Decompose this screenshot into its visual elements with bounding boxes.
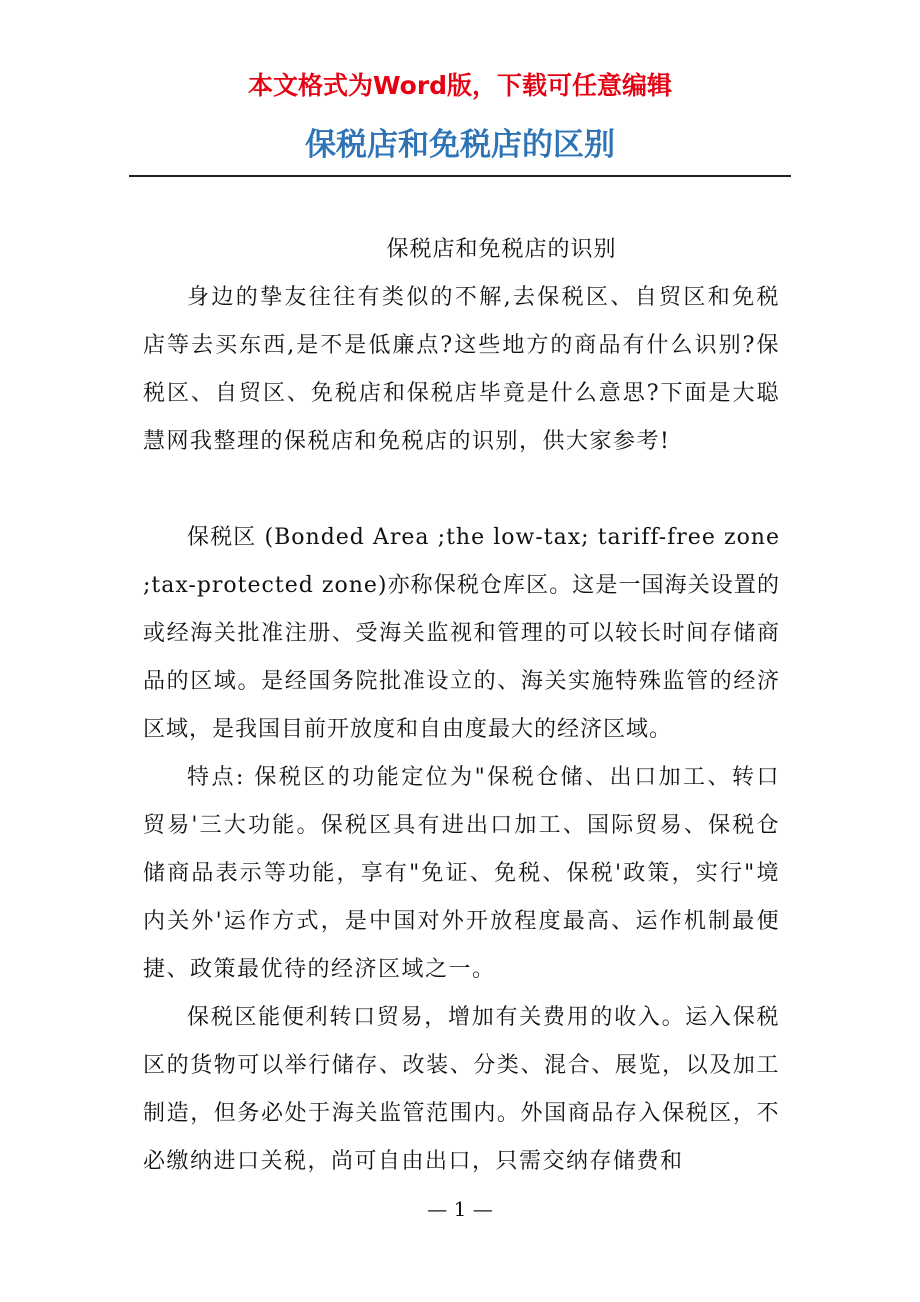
paragraph-bonded-area-features: 特点: 保税区的功能定位为"保税仓储、出口加工、转口贸易'三大功能。保税区具有进出口加工、国际贸易、保税仓储商品表示等功能，享有"免证、免税、保税'政策，实行"境内关外'运作方式，是中国对外开放程度最高、运作机制最便捷、政策最优待的经济区域之一。 <box>143 765 780 982</box>
paragraph-intro: 身边的挚友往往有类似的不解,去保税区、自贸区和免税店等去买东西,是不是低廉点?这些地方的商品有什么识别?保税区、自贸区、免税店和保税店毕竟是什么意思?下面是大聪慧网我整理的保税店和免税店的识别，供大家参考! <box>143 285 780 454</box>
paragraph-bonded-area-definition: 保税区 (Bonded Area ;the low-tax; tariff-free zone ;tax-protected zone)亦称保税仓库区。这是一国海关设置的或经海关批准注册、受海关监视和管理的可以较长时间存储商品的区域。是经国务院批准设立的、海关实施特殊监管的经济区域，是我国目前开放度和自由度最大的经济区域。 <box>143 525 780 742</box>
section-subtitle: 保税店和免税店的识别 <box>386 237 617 262</box>
format-notice-banner: 本文格式为Word版，下载可任意编辑 <box>247 71 673 100</box>
document-body <box>143 226 780 1186</box>
paragraph-spacer <box>143 466 780 514</box>
page-number: — 1 — <box>427 1197 493 1221</box>
paragraph-bonded-area-trade: 保税区能便利转口贸易，增加有关费用的收入。运入保税区的货物可以举行储存、改装、分类、混合、展览，以及加工制造，但务必处于海关监管范围内。外国商品存入保税区，不必缴纳进口关税，尚可自由出口，只需交纳存储费和 <box>143 1005 780 1174</box>
title-divider <box>129 175 791 177</box>
document-title: 保税店和免税店的区别 <box>305 127 615 163</box>
